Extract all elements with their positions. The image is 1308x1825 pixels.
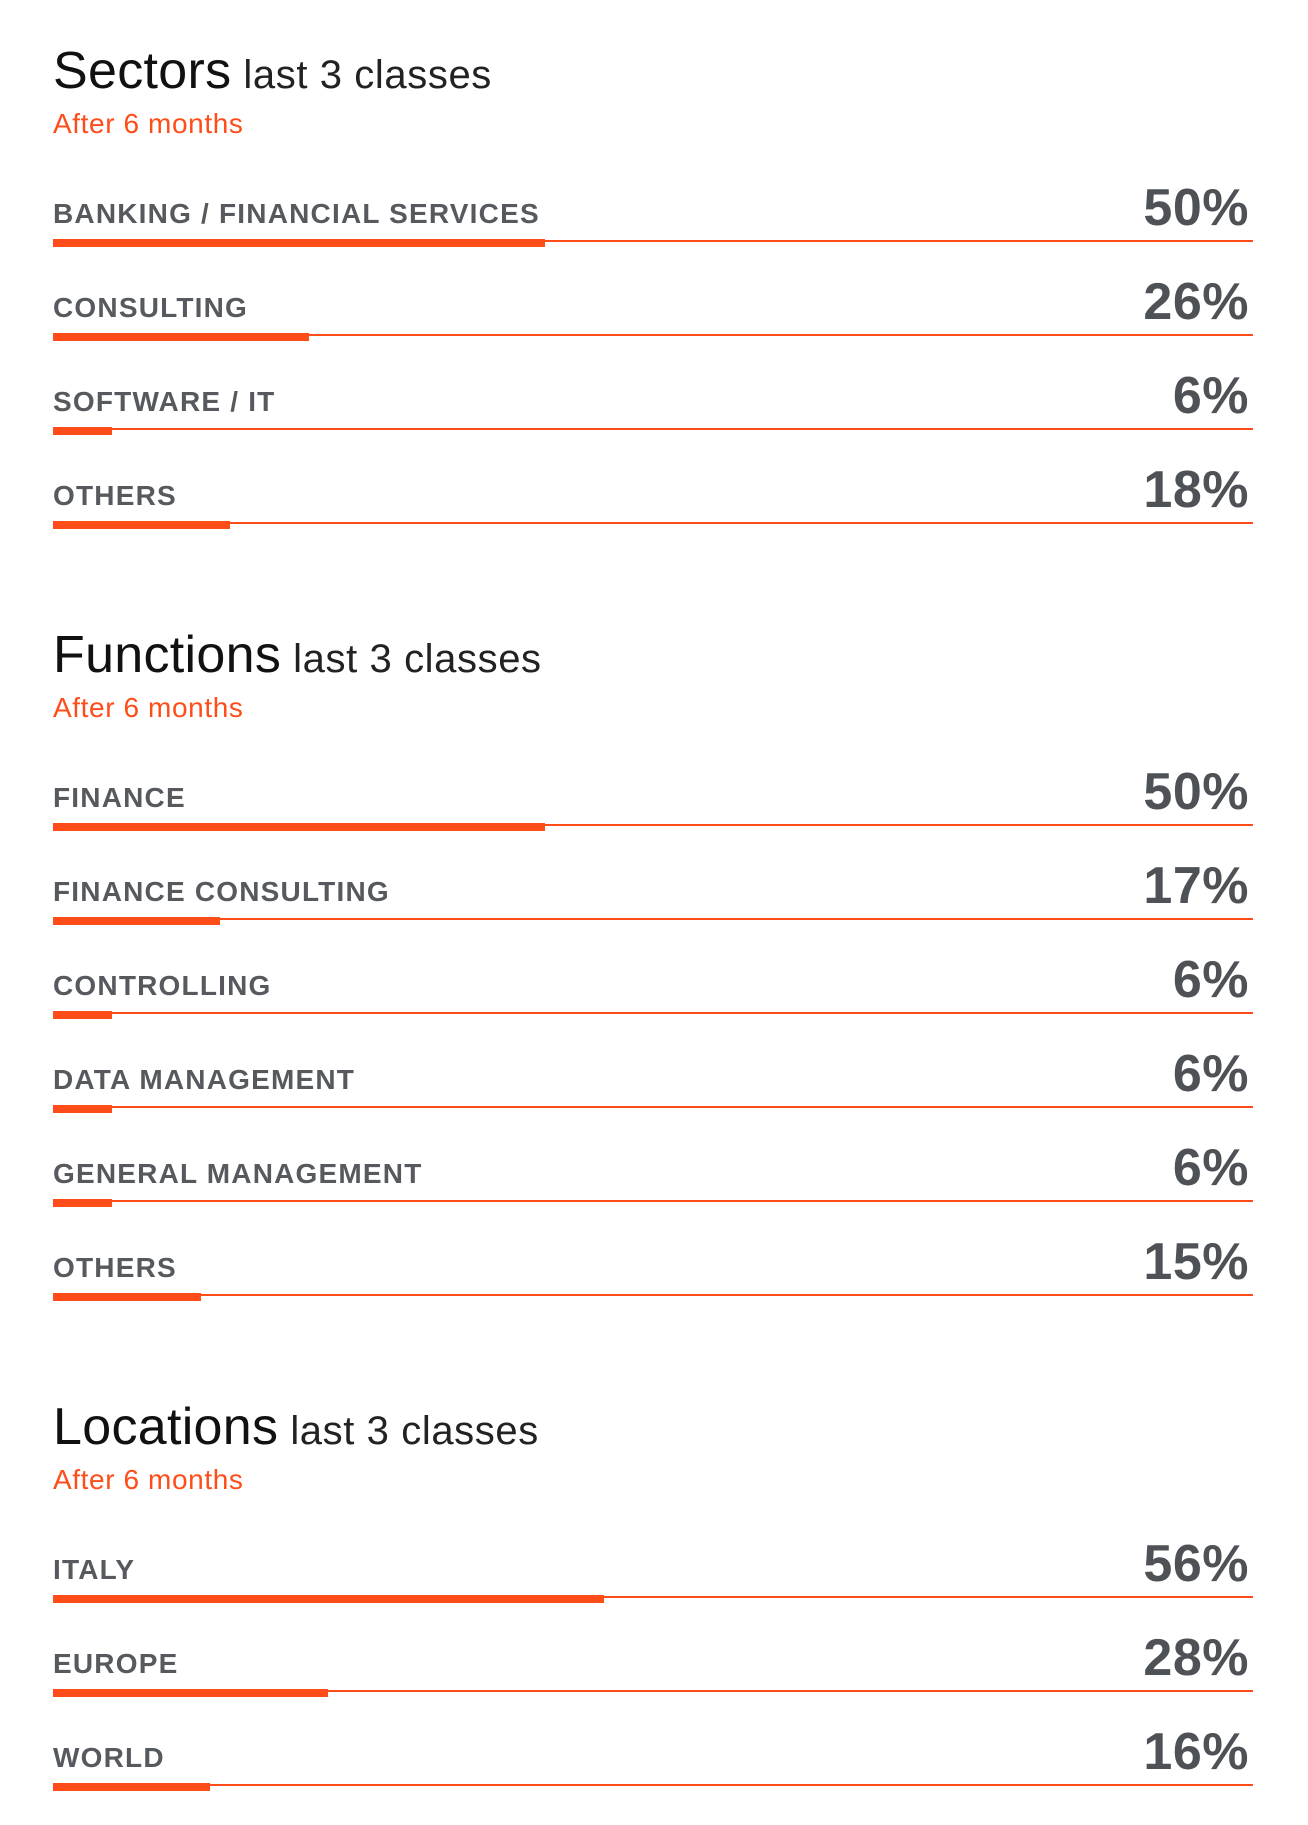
- outcomes-page: [53, 42, 1253, 1810]
- bar-track: [53, 1200, 1253, 1202]
- section-header: [53, 1398, 1253, 1456]
- bar-row: [53, 172, 1253, 266]
- bar-label: EUROPE: [53, 1648, 179, 1679]
- section-subtitle: last 3 classes: [243, 53, 492, 97]
- bar: [53, 823, 545, 831]
- bar: [53, 521, 230, 529]
- section-functions: [53, 626, 1253, 1320]
- bar: [53, 427, 112, 435]
- bar-value-label: 16%: [1143, 1723, 1249, 1781]
- bar: [53, 333, 309, 341]
- section-title: Functions: [53, 626, 282, 684]
- section-note: After 6 months: [53, 692, 244, 723]
- bar: [53, 1689, 328, 1697]
- bar: [53, 1011, 112, 1019]
- bar-label: OTHERS: [53, 480, 177, 511]
- bar-value-label: 6%: [1172, 367, 1249, 425]
- bar-row: [53, 756, 1253, 850]
- bar-value-label: 6%: [1172, 951, 1249, 1009]
- bar-row: [53, 1038, 1253, 1132]
- bar-row: [53, 1226, 1253, 1320]
- bar-rows: [53, 756, 1253, 1320]
- bar-row: [53, 850, 1253, 944]
- bar: [53, 917, 220, 925]
- bar-row: [53, 1716, 1253, 1810]
- bar-value-label: 56%: [1143, 1535, 1249, 1593]
- section-header: [53, 42, 1253, 100]
- bar: [53, 239, 545, 247]
- bar-row: [53, 1132, 1253, 1226]
- bar-track: [53, 522, 1253, 524]
- bar: [53, 1293, 201, 1301]
- bar-label: WORLD: [53, 1742, 165, 1773]
- bar-value-label: 15%: [1143, 1233, 1249, 1291]
- bar-track: [53, 918, 1253, 920]
- bar-track: [53, 1294, 1253, 1296]
- bar-label: DATA MANAGEMENT: [53, 1064, 356, 1095]
- section-header: [53, 626, 1253, 684]
- bar-track: [53, 1784, 1253, 1786]
- bar: [53, 1783, 210, 1791]
- section-sectors: [53, 42, 1253, 548]
- bar-rows: [53, 172, 1253, 548]
- section-title: Sectors: [53, 42, 232, 100]
- bar-value-label: 18%: [1143, 461, 1249, 519]
- bar-row: [53, 266, 1253, 360]
- bar-value-label: 6%: [1172, 1139, 1249, 1197]
- bar-label: OTHERS: [53, 1252, 177, 1283]
- bar-value-label: 50%: [1143, 763, 1249, 821]
- bar-value-label: 26%: [1143, 273, 1249, 331]
- bar-label: FINANCE: [53, 782, 186, 813]
- section-title: Locations: [53, 1398, 279, 1456]
- bar-label: CONTROLLING: [53, 970, 272, 1001]
- bar-label: ITALY: [53, 1554, 136, 1585]
- bar-rows: [53, 1528, 1253, 1810]
- section-subtitle: last 3 classes: [290, 1409, 539, 1453]
- bar-row: [53, 360, 1253, 454]
- section-note: After 6 months: [53, 1464, 244, 1495]
- bar-row: [53, 944, 1253, 1038]
- bar: [53, 1199, 112, 1207]
- bar-label: FINANCE CONSULTING: [53, 876, 390, 907]
- bar: [53, 1105, 112, 1113]
- bar-row: [53, 1622, 1253, 1716]
- bar-row: [53, 1528, 1253, 1622]
- section-locations: [53, 1398, 1253, 1810]
- bar-value-label: 28%: [1143, 1629, 1249, 1687]
- bar-track: [53, 1106, 1253, 1108]
- bar-track: [53, 1012, 1253, 1014]
- bar-value-label: 17%: [1143, 857, 1249, 915]
- bar-track: [53, 428, 1253, 430]
- bar-value-label: 6%: [1172, 1045, 1249, 1103]
- bar: [53, 1595, 604, 1603]
- bar-row: [53, 454, 1253, 548]
- bar-label: BANKING / FINANCIAL SERVICES: [53, 198, 540, 229]
- bar-value-label: 50%: [1143, 179, 1249, 237]
- bar-label: CONSULTING: [53, 292, 249, 323]
- bar-label: SOFTWARE / IT: [53, 386, 276, 417]
- section-note: After 6 months: [53, 108, 244, 139]
- section-subtitle: last 3 classes: [293, 637, 542, 681]
- bar-label: GENERAL MANAGEMENT: [53, 1158, 423, 1189]
